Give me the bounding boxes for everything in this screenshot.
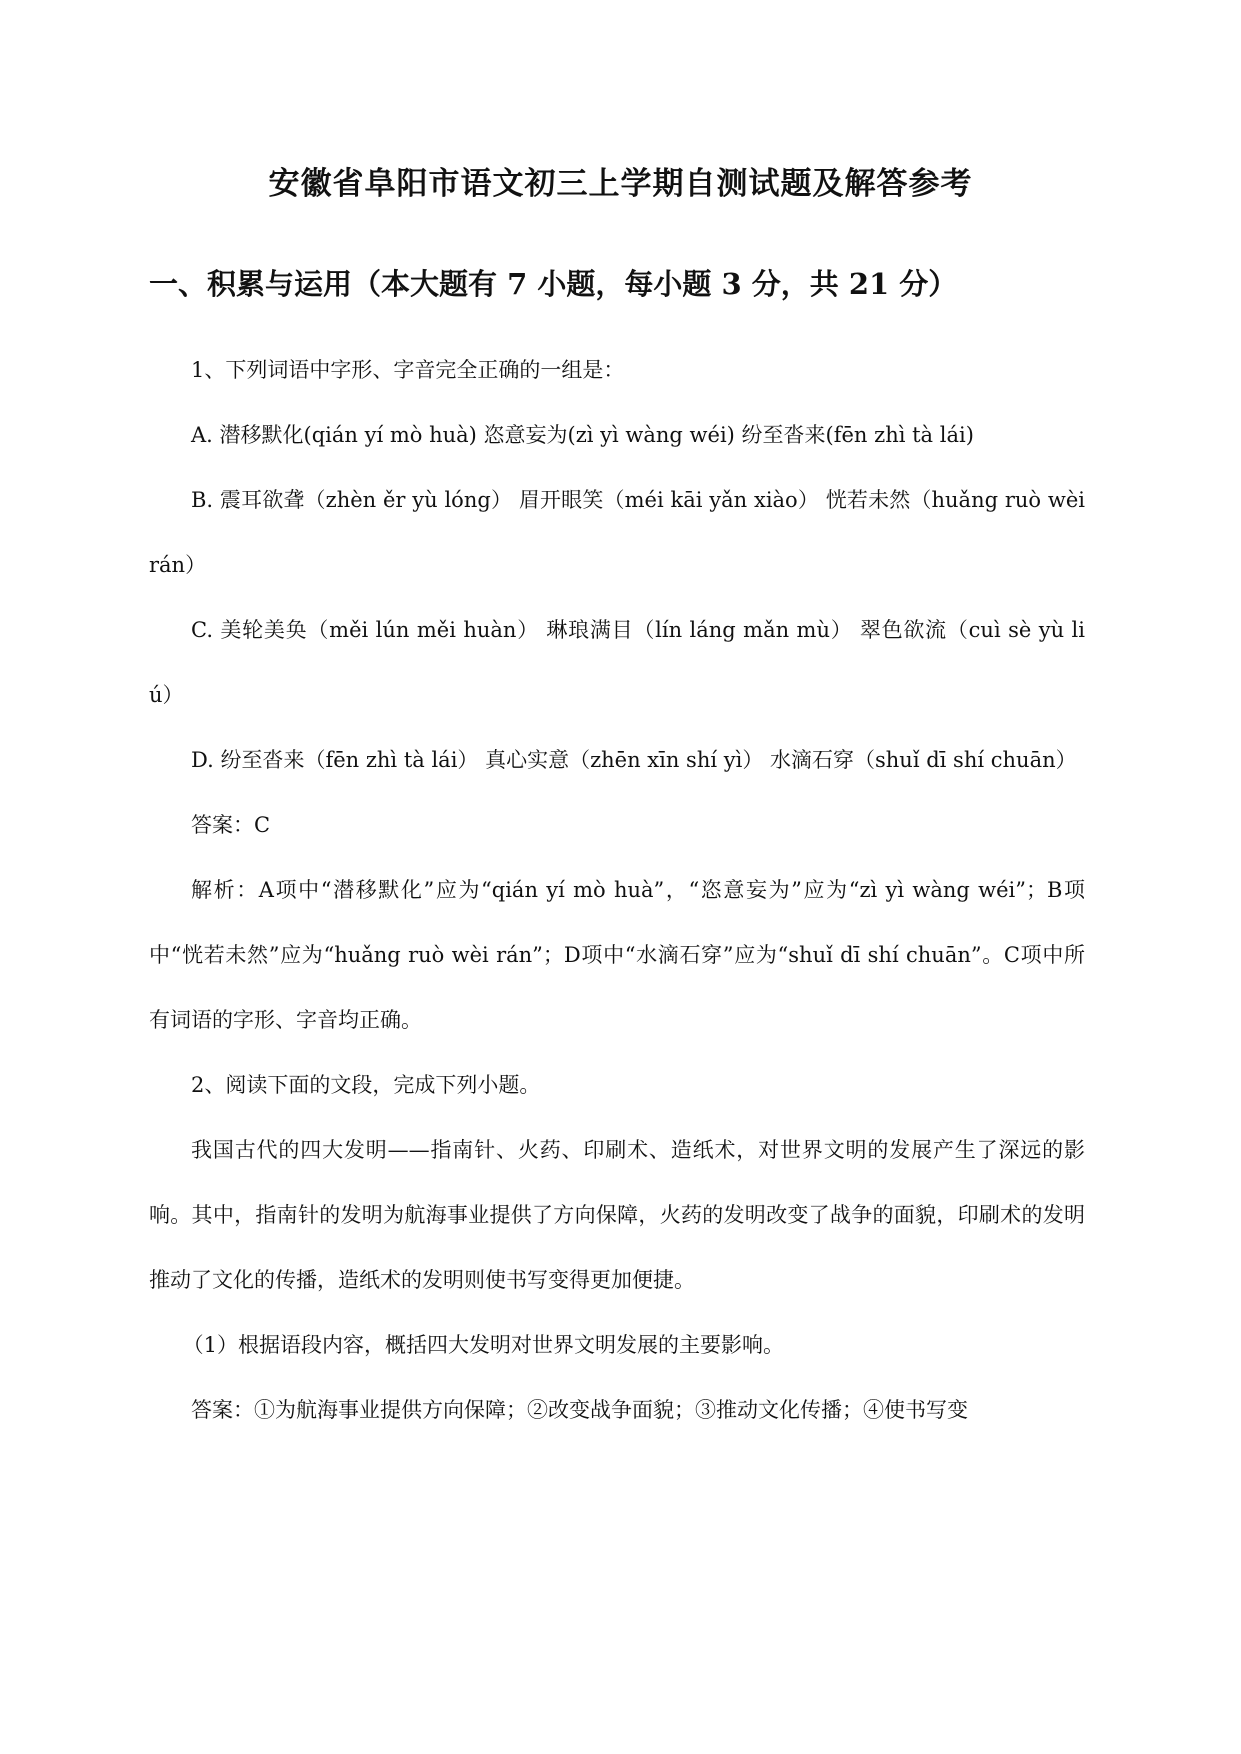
document-body <box>149 338 1085 1443</box>
question-1-option-d: D. 纷至沓来（fēn zhì tà lái） 真心实意（zhēn xīn shí yì） 水滴石穿（shuǐ dī shí chuān） <box>191 748 1077 772</box>
question-1-answer: 答案：C <box>191 813 271 837</box>
question-2-stem: 2、阅读下面的文段，完成下列小题。 <box>191 1073 541 1097</box>
question-2-sub-1-answer: 答案：①为航海事业提供方向保障；②改变战争面貌；③推动文化传播；④使书写变 <box>191 1398 968 1422</box>
section-heading: 一、积累与运用（本大题有 7 小题，每小题 3 分，共 21 分） <box>149 267 958 301</box>
question-2-passage: 我国古代的四大发明——指南针、火药、印刷术、造纸术，对世界文明的发展产生了深远的影响。其中，指南针的发明为航海事业提供了方向保障，火药的发明改变了战争的面貌，印刷术的发明推动了文化的传播，造纸术的发明则使书写变得更加便捷。 <box>149 1138 1085 1292</box>
question-1-option-b: B. 震耳欲聋（zhèn ěr yù lóng） 眉开眼笑（méi kāi yǎn xiào） 恍若未然（huǎng ruò wèi rán） <box>149 488 1085 577</box>
question-1-analysis: 解析：A项中“潜移默化”应为“qián yí mò huà”，“恣意妄为”应为“zì yì wàng wéi”；B项中“恍若未然”应为“huǎng ruò wèi rán”；D项中“水滴石穿”应为“shuǐ dī shí chuān”。C项中所有词语的字形、字音均正确。 <box>149 878 1085 1032</box>
question-1-stem: 1、下列词语中字形、字音完全正确的一组是： <box>191 358 625 382</box>
question-1-option-a: A. 潜移默化(qián yí mò huà) 恣意妄为(zì yì wàng wéi) 纷至沓来(fēn zhì tà lái) <box>191 423 974 447</box>
question-1-option-c: C. 美轮美奂（měi lún měi huàn） 琳琅满目（lín láng mǎn mù） 翠色欲流（cuì sè yù liú） <box>149 618 1085 707</box>
question-2-sub-1: （1）根据语段内容，概括四大发明对世界文明发展的主要影响。 <box>182 1333 784 1357</box>
page-title: 安徽省阜阳市语文初三上学期自测试题及解答参考 <box>268 166 973 202</box>
